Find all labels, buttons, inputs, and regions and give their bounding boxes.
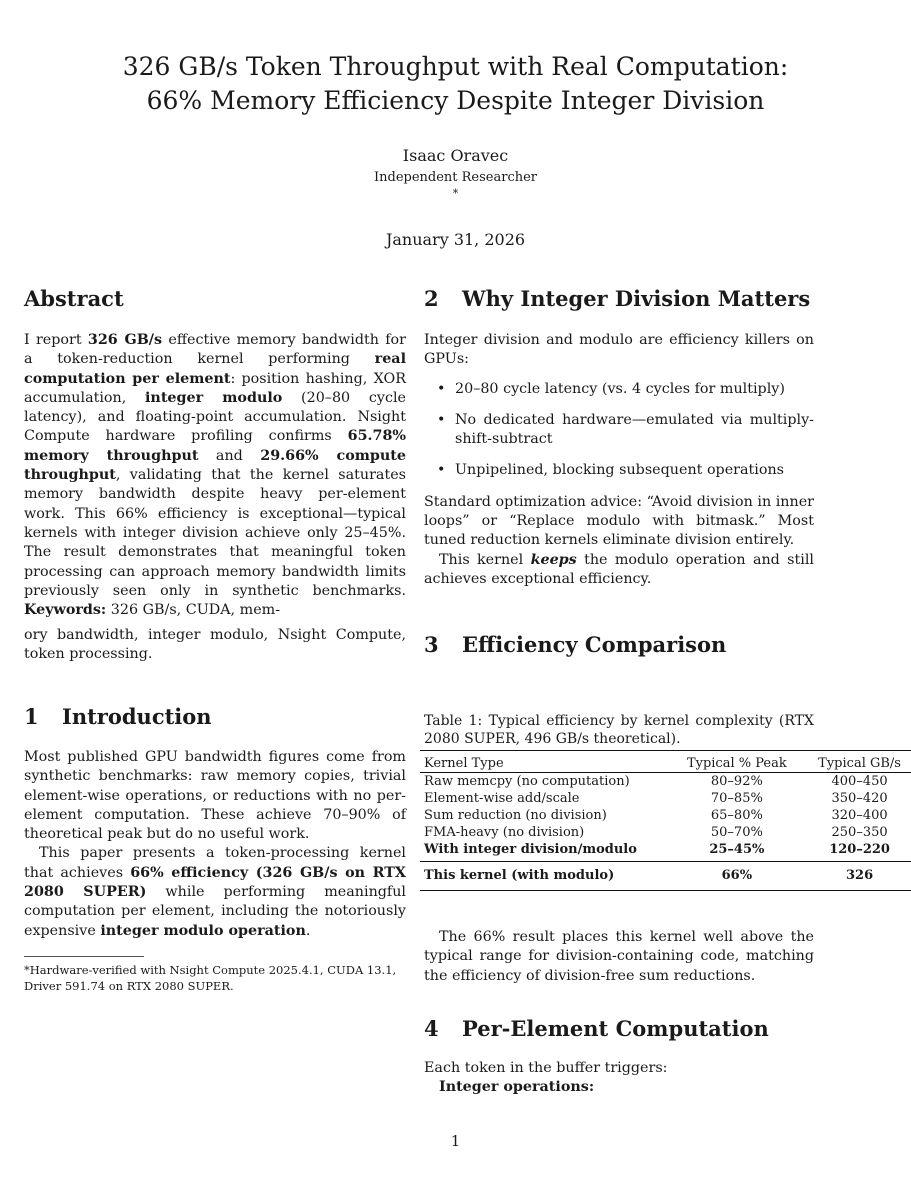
section-number: 1 bbox=[24, 704, 39, 729]
table-cell: 80–92% bbox=[710, 774, 763, 789]
section-2-heading bbox=[424, 286, 810, 311]
table-cell: 70–85% bbox=[710, 791, 763, 806]
abstract-bold: 29.66% compute throughput bbox=[24, 447, 406, 484]
table-cell: This kernel (with modulo) bbox=[424, 868, 615, 883]
paragraph-bold: integer modulo operation bbox=[100, 922, 306, 939]
abstract-text: : position hashing, XOR accumulation, bbox=[24, 370, 406, 406]
paragraph-emphasis: keeps bbox=[530, 551, 577, 568]
section-title: Efficiency Comparison bbox=[462, 632, 727, 657]
keywords-label: Keywords: bbox=[24, 602, 107, 619]
bullet-list bbox=[424, 380, 814, 481]
table-cell: 350–420 bbox=[831, 791, 888, 806]
abstract-text: and bbox=[198, 447, 261, 464]
table-cell: 66% bbox=[721, 868, 753, 883]
column-header: Typical GB/s bbox=[818, 756, 901, 771]
section-4-body bbox=[424, 1059, 814, 1098]
paragraph bbox=[424, 1078, 814, 1097]
abstract-keywords-cont: ory bandwidth, integer modulo, Nsight Compute, token processing. bbox=[24, 627, 406, 663]
footnote: *Hardware-verified with Nsight Compute 2025.4.1, CUDA 13.1, Driver 591.74 on RTX 2080 SUPER. bbox=[24, 963, 397, 993]
table-cell: 50–70% bbox=[710, 825, 763, 840]
paragraph-text: This kernel bbox=[439, 551, 531, 568]
column-header: Typical % Peak bbox=[686, 756, 787, 771]
section-number: 2 bbox=[424, 286, 439, 311]
list-item-text: No dedicated hardware—emulated via multiply-shift-subtract bbox=[455, 411, 814, 448]
bullet-icon: • bbox=[437, 462, 446, 479]
paragraph: The 66% result places this kernel well above the typical range for division-containing code, matching the efficiency of division-free sum reductions. bbox=[424, 929, 814, 984]
table-row-highlight bbox=[420, 862, 911, 891]
section-1-body bbox=[24, 748, 406, 941]
table-header-row bbox=[420, 751, 911, 773]
table-cell: 326 bbox=[846, 868, 874, 883]
table-row bbox=[420, 807, 911, 824]
abstract-text: effective memory bandwidth for a token-reduction kernel performing bbox=[24, 332, 407, 368]
table-cell: 400–450 bbox=[831, 774, 888, 789]
abstract-body bbox=[24, 331, 406, 620]
title-line-1: 326 GB/s Token Throughput with Real Computation: bbox=[122, 52, 789, 81]
section-number: 4 bbox=[424, 1016, 439, 1041]
paragraph-bold: 66% efficiency (326 GB/s on RTX 2080 SUPER) bbox=[24, 864, 406, 901]
table-cell: 120–220 bbox=[829, 842, 890, 857]
affiliation: Independent Researcher bbox=[373, 170, 538, 185]
author-name: Isaac Oravec bbox=[402, 146, 509, 165]
title-line-2: 66% Memory Efficiency Despite Integer Division bbox=[146, 86, 765, 115]
list-item-text: Unpipelined, blocking subsequent operations bbox=[455, 462, 784, 479]
table-cell: Raw memcpy (no computation) bbox=[424, 774, 630, 789]
section-2-body bbox=[424, 331, 814, 589]
bullet-icon: • bbox=[437, 411, 446, 428]
list-item bbox=[424, 380, 814, 399]
section-1-heading bbox=[24, 704, 212, 729]
abstract-heading: Abstract bbox=[24, 286, 124, 311]
section-3-after bbox=[424, 928, 814, 986]
list-item bbox=[424, 411, 814, 450]
abstract-bold: real computation per element bbox=[24, 351, 406, 387]
table-cell: FMA-heavy (no division) bbox=[424, 825, 585, 840]
affiliation-footnote-mark: * bbox=[452, 187, 459, 200]
list-item bbox=[424, 461, 814, 480]
paragraph bbox=[24, 844, 406, 940]
table-row bbox=[420, 790, 911, 807]
paragraph: Most published GPU bandwidth figures come from synthetic benchmarks: raw memory copies, trivial element-wise operations, or reductions with no per-element computation. These achieve 70–90% of theoretical peak but do no useful work. bbox=[24, 749, 406, 843]
bullet-icon: • bbox=[437, 380, 446, 397]
section-title: Why Integer Division Matters bbox=[462, 286, 811, 311]
table-cell: 320–400 bbox=[831, 808, 888, 823]
paper-title bbox=[0, 50, 911, 118]
list-item-text: 20–80 cycle latency (vs. 4 cycles for multiply) bbox=[455, 380, 785, 397]
abstract-text: I report bbox=[24, 332, 88, 348]
keywords-text: 326 GB/s, CUDA, mem- bbox=[106, 602, 281, 619]
paragraph-text: the modulo operation and still achieves exceptional efficiency. bbox=[424, 551, 814, 587]
paragraph-text: This paper presents a token-processing kernel that achieves bbox=[24, 845, 406, 881]
table-cell: With integer division/modulo bbox=[424, 842, 637, 857]
paragraph bbox=[424, 551, 814, 590]
table-cell: Sum reduction (no division) bbox=[424, 808, 607, 823]
subheading: Integer operations: bbox=[439, 1079, 595, 1096]
footnote-rule bbox=[24, 956, 144, 957]
table-cell: 25–45% bbox=[709, 842, 765, 857]
abstract-bold: 65.78% memory throughput bbox=[24, 428, 406, 464]
efficiency-table bbox=[420, 750, 911, 892]
section-title: Per-Element Computation bbox=[462, 1016, 769, 1041]
table-caption: Table 1: Typical efficiency by kernel complexity (RTX 2080 SUPER, 496 GB/s theoretical). bbox=[424, 713, 814, 747]
section-4-heading bbox=[424, 1016, 769, 1041]
paper-date: January 31, 2026 bbox=[385, 230, 526, 249]
table-cell: Element-wise add/scale bbox=[424, 791, 580, 806]
abstract-bold: integer modulo bbox=[145, 389, 283, 406]
table-bottom-rule bbox=[420, 891, 911, 893]
abstract-bold: 326 GB/s bbox=[87, 332, 163, 348]
paragraph: Integer division and modulo are efficiency killers on GPUs: bbox=[424, 332, 814, 368]
column-header: Kernel Type bbox=[424, 756, 504, 771]
table-row bbox=[420, 824, 911, 841]
table-row bbox=[420, 773, 911, 791]
section-number: 3 bbox=[424, 632, 439, 657]
paragraph-text: while performing meaningful computation per element, including the notoriously expensive bbox=[24, 884, 407, 939]
table-row bbox=[420, 841, 911, 862]
page-number: 1 bbox=[450, 1132, 461, 1150]
paragraph-text: . bbox=[305, 922, 311, 939]
section-3-heading bbox=[424, 632, 726, 657]
paragraph: Each token in the buffer triggers: bbox=[424, 1060, 668, 1076]
abstract-text: (20–80 cycle latency), and floating-point accumulation. Nsight Compute hardware profiling confirms bbox=[24, 389, 406, 445]
paragraph: Standard optimization advice: “Avoid division in inner loops” or “Replace modulo with bitmask.” Most tuned reduction kernels eliminate division entirely. bbox=[424, 493, 814, 549]
section-title: Introduction bbox=[62, 704, 212, 729]
table-cell: 65–80% bbox=[710, 808, 763, 823]
abstract-text: , validating that the kernel saturates memory bandwidth despite heavy per-element work. This 66% efficiency is exceptional—typical kernels with integer division achieve only 25–45%. The result demonstrates that meaningful token processing can approach memory bandwidth limits previously seen only in synthetic benchmarks. bbox=[24, 467, 406, 599]
table-cell: 250–350 bbox=[831, 825, 888, 840]
